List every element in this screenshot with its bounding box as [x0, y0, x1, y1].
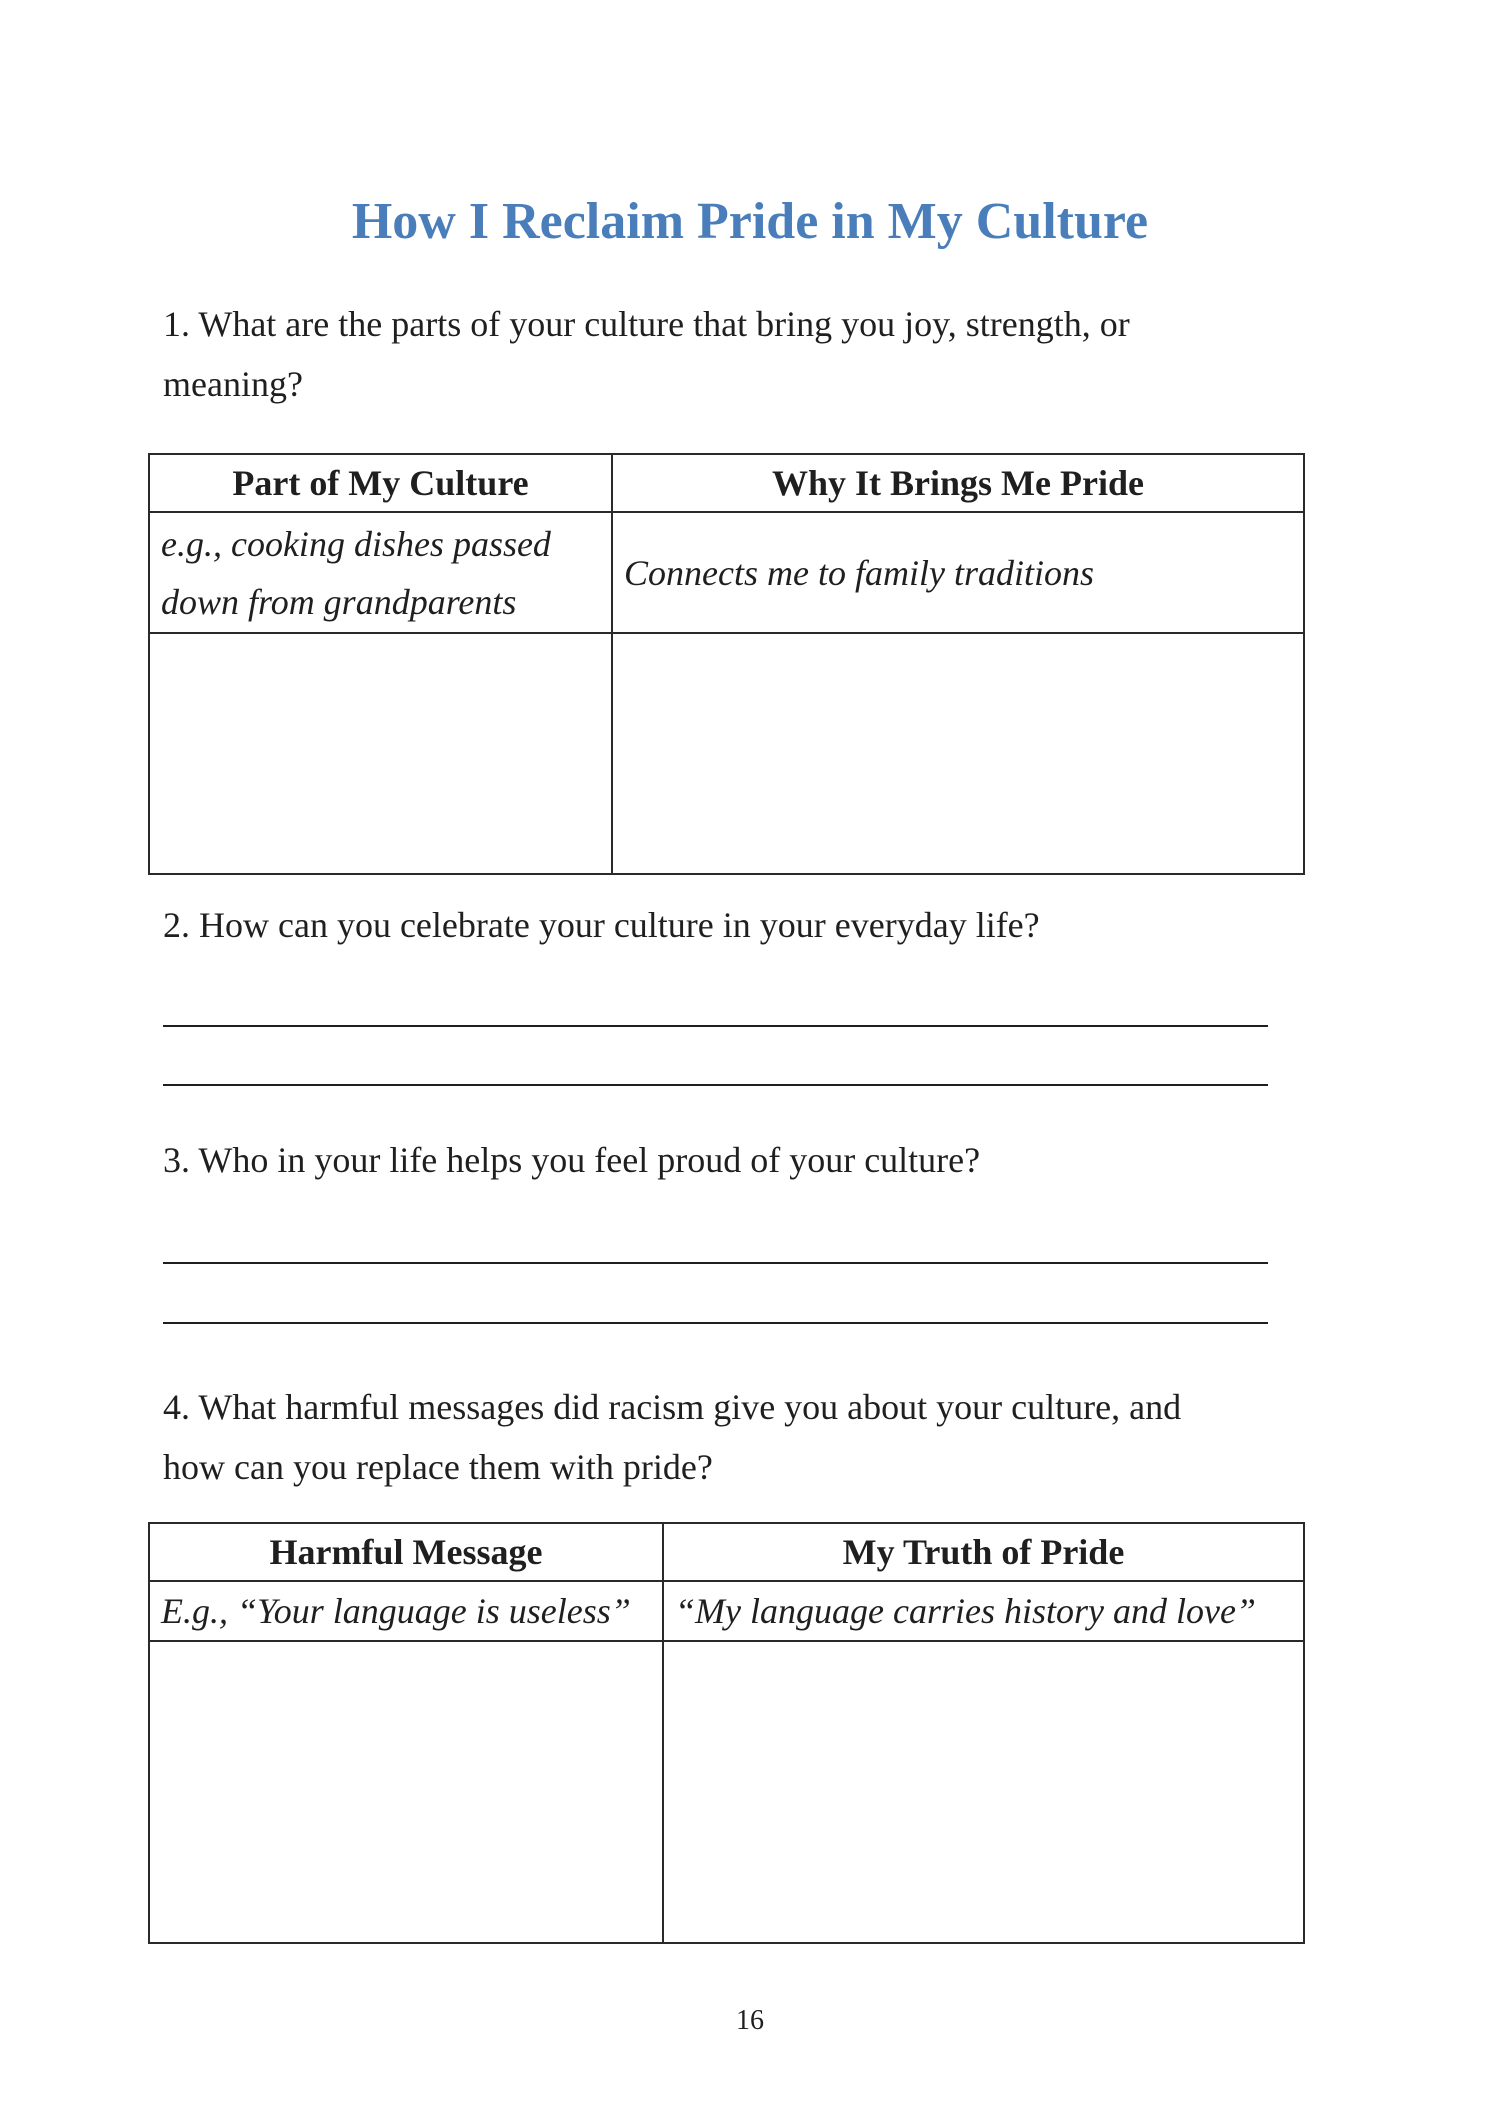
answer-line-q3-1[interactable] — [163, 1190, 1268, 1264]
answer-cell-culture[interactable] — [149, 633, 612, 874]
example-cell-pride — [612, 512, 1304, 633]
answer-cell-pride[interactable] — [612, 633, 1304, 874]
example-cell-culture — [149, 512, 612, 633]
question-3-line-1: 3. Who in your life helps you feel proud of your culture? — [163, 1140, 981, 1180]
example-culture-line-1: e.g., cooking dishes passed — [161, 523, 551, 564]
header-why-it-brings-me-pride: Why It Brings Me Pride — [612, 454, 1304, 512]
question-1-line-2: meaning? — [163, 364, 303, 404]
question-4 — [163, 1377, 1500, 1497]
example-row — [149, 1581, 1304, 1641]
question-3 — [163, 1130, 1500, 1190]
answer-line-q2-1[interactable] — [163, 955, 1268, 1027]
blank-answer-row — [149, 1641, 1304, 1943]
table-header-row — [149, 1523, 1304, 1581]
answer-line-q3-2[interactable] — [163, 1264, 1268, 1324]
question-1-line-1: 1. What are the parts of your culture that bring you joy, strength, or — [163, 304, 1130, 344]
table-header-row — [149, 454, 1304, 512]
example-pride-line-1: Connects me to family traditions — [624, 552, 1094, 593]
blank-answer-row — [149, 633, 1304, 874]
question-4-line-2: how can you replace them with pride? — [163, 1447, 713, 1487]
page-title: How I Reclaim Pride in My Culture — [351, 193, 1149, 250]
culture-pride-table — [148, 453, 1305, 875]
question-2-line-1: 2. How can you celebrate your culture in your everyday life? — [163, 905, 1040, 945]
answer-cell-truth[interactable] — [663, 1641, 1304, 1943]
header-harmful-message: Harmful Message — [149, 1523, 663, 1581]
question-2 — [163, 895, 1500, 955]
question-1 — [163, 294, 1500, 414]
example-cell-harmful-message — [149, 1581, 663, 1641]
header-my-truth-of-pride: My Truth of Pride — [663, 1523, 1304, 1581]
example-row — [149, 512, 1304, 633]
harmful-message-table — [148, 1522, 1305, 1944]
example-harmful-line-1: E.g., “Your language is useless” — [161, 1591, 631, 1631]
page-number: 16 — [736, 2005, 764, 2036]
example-truth-line-1: “My language carries history and love” — [675, 1591, 1256, 1631]
answer-cell-harmful-message[interactable] — [149, 1641, 663, 1943]
example-culture-line-2: down from grandparents — [161, 581, 517, 622]
header-part-of-my-culture: Part of My Culture — [149, 454, 612, 512]
example-cell-truth — [663, 1581, 1304, 1641]
question-4-line-1: 4. What harmful messages did racism give you about your culture, and — [163, 1387, 1182, 1427]
answer-line-q2-2[interactable] — [163, 1027, 1268, 1086]
